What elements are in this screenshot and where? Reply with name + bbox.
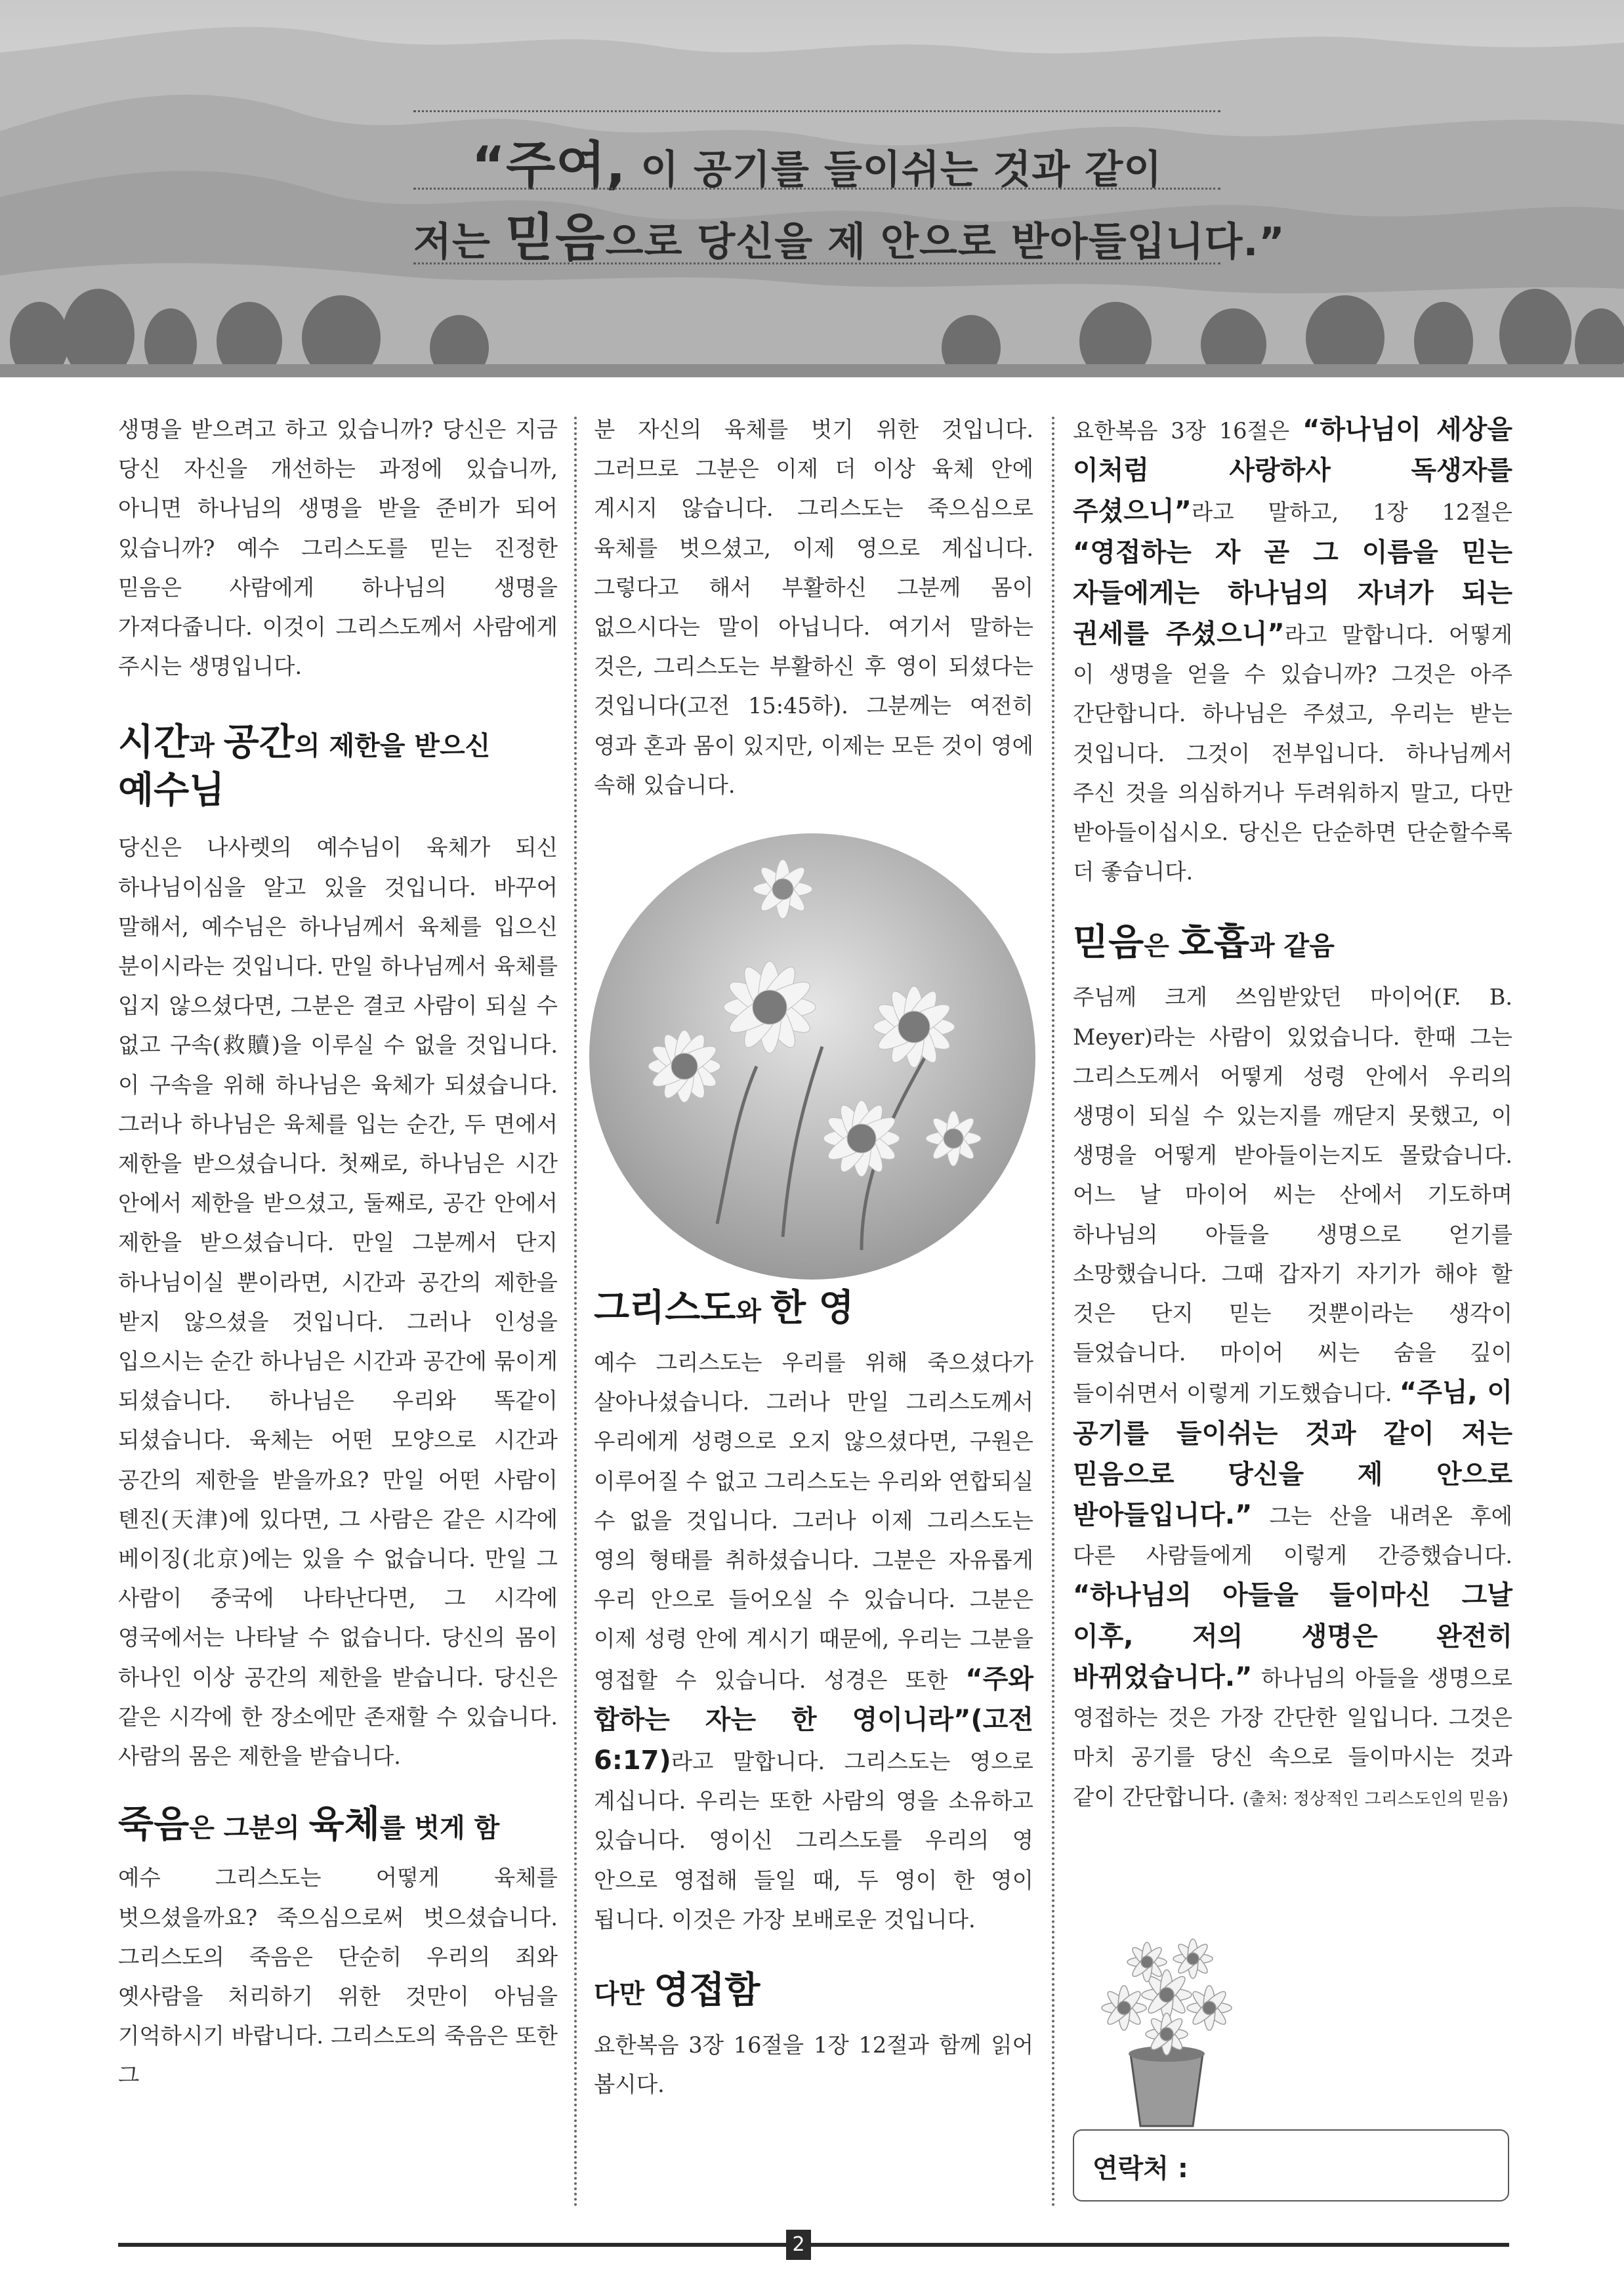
column-divider-1: [574, 417, 577, 2208]
col3-paragraph-2: 주님께 크게 쓰임받았던 마이어(F. B. Meyer)라는 사람이 있었습니다. 한때 그는 그리스도께서 어떻게 성령 안에서 우리의 생명이 되실 수 있는지를 깨닫지 못했고, 이 생명을 어떻게 받아들이는지도 몰랐습니다. 어느 날 마이어 씨는 산에서 기도하며 하나님의 아들을 생명으로 얻기를 소망했습니다. 그때 갑자기 자기가 해야 할 것은 단지 믿는 것뿐이라는 생각이 들었습니다. 마이어 씨는 숨을 깊이 들이쉬면서 이렇게 기도했습니다. “주님, 이 공기를 들이쉬는 것과 같이 저는 믿음으로 당신을 제 안으로 받아들입니다.” 그는 산을 내려온 후에 다른 사람들에게 이렇게 간증했습니다. “하나님의 아들을 들이마신 그날 이후, 저의 생명은 완전히 바뀌었습니다.” 하나님의 아들을 생명으로 영접하는 것은 가장 간단한 일입니다. 그것은 마치 공기를 당신 속으로 들이마시는 것과 같이 간단합니다. (출처: 정상적인 그리스도인의 믿음): [1073, 984, 1512, 1810]
quote-divider-top: [413, 110, 1220, 112]
column-1: [118, 410, 558, 2096]
col2-heading-1: 그리스도와 한 영: [594, 1287, 854, 1329]
column-3: [1073, 410, 1512, 1819]
column-2: [594, 410, 1033, 805]
col1-paragraph-1: 생명을 받으려고 하고 있습니까? 당신은 지금 당신 자신을 개선하는 과정에 있습니까, 아니면 하나님의 생명을 받을 준비가 되어 있습니까? 예수 그리스도를 믿는 진정한 믿음은 사람에게 하나님의 생명을 가져다줍니다. 이것이 그리스도께서 사람에게 주시는 생명입니다.: [118, 417, 558, 680]
quote-divider-bottom: [413, 262, 1220, 264]
col2-paragraph-1: 분 자신의 육체를 벗기 위한 것입니다. 그러므로 그분은 이제 더 이상 육체 안에 계시지 않습니다. 그리스도는 죽으심으로 육체를 벗으셨고, 이제 영으로 계십니다. 그렇다고 해서 부활하신 그분께 몸이 없으시다는 말이 아닙니다. 여기서 말하는 것은, 그리스도는 부활하신 후 영이 되셨다는 것입니다(고전 15:45하). 그분께는 여전히 영과 혼과 몸이 있지만, 이제는 모든 것이 영에 속해 있습니다.: [594, 417, 1033, 798]
daisy-flowers-circle-image: [586, 830, 1039, 1283]
col1-heading-2: 죽음은 그분의 육체를 벗게 함: [118, 1803, 500, 1847]
col3-heading-1: 믿음은 호흡과 같음: [1073, 921, 1335, 965]
col3-paragraph-1: 요한복음 3장 16절은 “하나님이 세상을 이처럼 사랑하사 독생자를 주셨으니”라고 말하고, 1장 12절은 “영접하는 자 곧 그 이름을 믿는 자들에게는 하나님의 자녀가 되는 권세를 주셨으니”라고 말합니다. 어떻게 이 생명을 얻을 수 있습니까? 그것은 아주 간단합니다. 하나님은 주셨고, 우리는 받는 것입니다. 그것이 전부입니다. 하나님께서 주신 것을 의심하거나 두려워하지 말고, 다만 받아들이십시오. 당신은 단순하면 단순할수록 더 좋습니다.: [1073, 415, 1512, 885]
column-divider-2: [1052, 417, 1054, 2208]
col2-paragraph-3: 요한복음 3장 16절을 1장 12절과 함께 읽어 봅시다.: [594, 2032, 1033, 2098]
quote-line-2: 저는 믿음으로 당신을 제 안으로 받아들입니다.”: [413, 209, 1285, 268]
footer-rule: [118, 2243, 1509, 2247]
page-number: 2: [786, 2230, 811, 2260]
column-2-lower: [594, 1286, 1033, 2104]
col1-paragraph-3: 예수 그리스도는 어떻게 육체를 벗으셨을까요? 죽으심으로써 벗으셨습니다. 그리스도의 죽음은 단순히 우리의 죄와 옛사람을 처리하기 위한 것만이 아님을 기억하시기 바랍니다. 그리스도의 죽음은 또한 그: [118, 1865, 558, 2089]
quote-line-1: “주여, 이 공기를 들이쉬는 것과 같이: [471, 136, 1163, 196]
contact-label: 연락처 :: [1093, 2154, 1188, 2184]
col2-paragraph-2: 예수 그리스도는 우리를 위해 죽으셨다가 살아나셨습니다. 그러나 만일 그리스도께서 우리에게 성령으로 오지 않으셨다면, 구원은 이루어질 수 없고 그리스도는 우리와 연합되실 수 없을 것입니다. 그러나 이제 그리스도는 영의 형태를 취하셨습니다. 그분은 자유롭게 우리 안으로 들어오실 수 있습니다. 그분은 이제 성령 안에 계시기 때문에, 우리는 그분을 영접할 수 있습니다. 성경은 또한 “주와 합하는 자는 한 영이니라”(고전 6:17)라고 말합니다. 그리스도는 영으로 계십니다. 우리는 또한 사람의 영을 소유하고 있습니다. 영이신 그리스도를 우리의 영 안으로 영접해 들일 때, 두 영이 한 영이 됩니다. 이것은 가장 보배로운 것입니다.: [594, 1350, 1033, 1932]
col1-paragraph-2: 당신은 나사렛의 예수님이 육체가 되신 하나님이심을 알고 있을 것입니다. 바꾸어 말해서, 예수님은 하나님께서 육체를 입으신 분이시라는 것입니다. 만일 하나님께서 육체를 입지 않으셨다면, 그분은 결코 사람이 되실 수 없고 구속(救贖)을 이루실 수 없을 것입니다. 이 구속을 위해 하나님은 육체가 되셨습니다. 그러나 하나님은 육체를 입는 순간, 두 면에서 제한을 받으셨습니다. 첫째로, 하나님은 시간 안에서 제한을 받으셨고, 둘째로, 공간 안에서 제한을 받으셨습니다. 만일 그분께서 단지 하나님이실 뿐이라면, 시간과 공간의 제한을 받지 않으셨을 것입니다. 그러나 인성을 입으시는 순간 하나님은 시간과 공간에 묶이게 되셨습니다. 하나님은 우리와 똑같이 되셨습니다. 육체는 어떤 모양으로 시간과 공간의 제한을 받을까요? 만일 어떤 사람이 톈진(天津)에 있다면, 그 사람은 같은 시각에 베이징(北京)에는 있을 수 없습니다. 만일 그 사람이 중국에 나타난다면, 그 시각에 영국에서는 나타날 수 없습니다. 당신의 몸이 하나인 이상 공간의 제한을 받습니다. 당신은 같은 시각에 한 장소에만 존재할 수 있습니다. 사람의 몸은 제한을 받습니다.: [118, 835, 558, 1770]
header-banner: [0, 0, 1624, 377]
quote-divider-middle: [413, 188, 1220, 190]
flower-pot-image: [1068, 1923, 1265, 2133]
col2-heading-2: 다만 영접함: [594, 1969, 760, 2013]
contact-box: [1073, 2129, 1509, 2202]
col1-heading-1: 시간과 공간의 제한을 받으신 예수님: [118, 721, 491, 812]
